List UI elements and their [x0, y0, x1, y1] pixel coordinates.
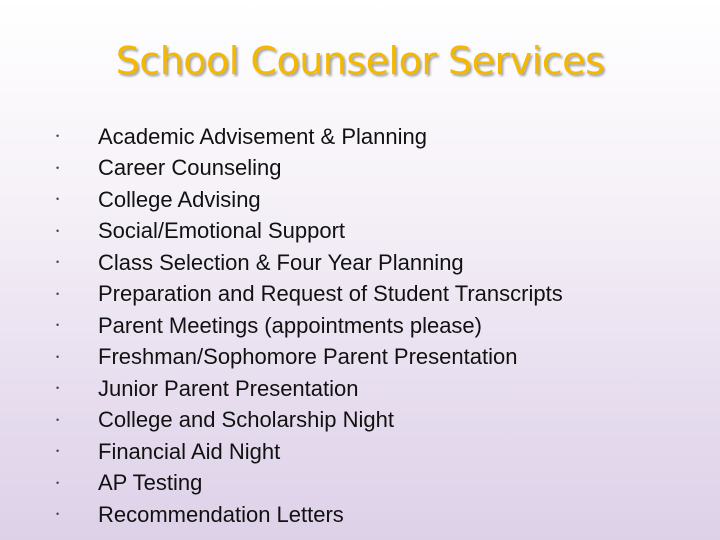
list-item [56, 121, 563, 153]
bullet-icon: • [56, 162, 60, 173]
bullet-icon: • [56, 509, 60, 520]
list-item-text: College Advising [98, 186, 261, 212]
bullet-icon: • [56, 288, 60, 299]
bullet-icon: • [56, 351, 60, 362]
list-item-text: Social/Emotional Support [98, 218, 346, 244]
list-item [56, 310, 563, 342]
list-item [56, 184, 563, 216]
bullet-icon: • [56, 383, 60, 394]
list-item-text: Parent Meetings (appointments please) [98, 312, 482, 338]
bullet-icon: • [56, 225, 60, 236]
list-item-text: AP Testing [98, 470, 203, 496]
list-item [56, 373, 563, 405]
list-item-text: Freshman/Sophomore Parent Presentation [98, 344, 518, 370]
list-item [56, 468, 563, 500]
bullet-icon: • [56, 414, 60, 425]
list-item-text: Preparation and Request of Student Transcripts [98, 281, 563, 307]
list-item [56, 279, 563, 311]
list-item-text: Financial Aid Night [98, 438, 281, 464]
bullet-icon: • [56, 446, 60, 457]
list-item [56, 342, 563, 374]
list-item-text: Academic Advisement & Planning [98, 123, 427, 149]
bullet-icon: • [56, 320, 60, 331]
list-item [56, 499, 563, 531]
list-item-text: Junior Parent Presentation [98, 375, 359, 401]
services-list [56, 121, 563, 531]
list-item [56, 153, 563, 185]
list-item-text: Recommendation Letters [98, 501, 344, 527]
bullet-icon: • [56, 477, 60, 488]
bullet-icon: • [56, 131, 60, 142]
list-item-text: Career Counseling [98, 155, 282, 181]
list-item-text: Class Selection & Four Year Planning [98, 249, 464, 275]
bullet-icon: • [56, 194, 60, 205]
list-item-text: College and Scholarship Night [98, 407, 394, 433]
list-item [56, 247, 563, 279]
bullet-icon: • [56, 257, 60, 268]
list-item [56, 216, 563, 248]
slide-title: School Counselor Services [115, 39, 605, 83]
list-item [56, 405, 563, 437]
list-item [56, 436, 563, 468]
